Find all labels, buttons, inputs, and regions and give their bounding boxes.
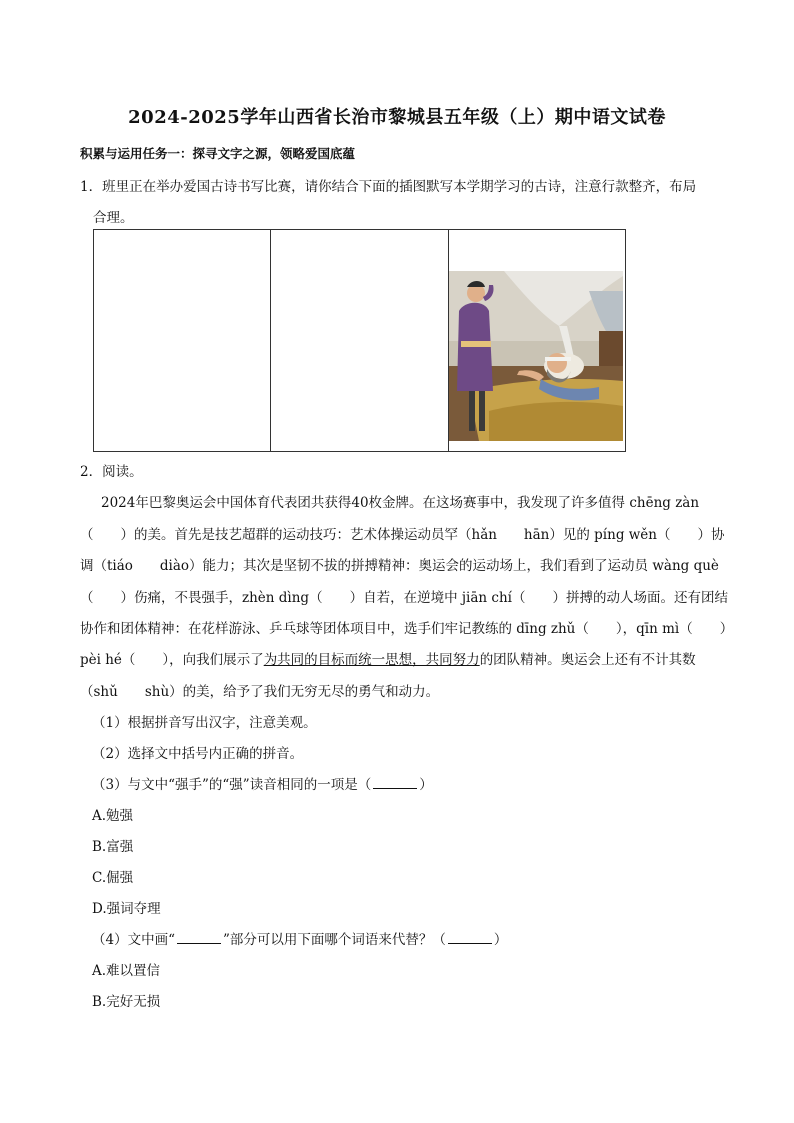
question-1-line-2: 合理。 — [93, 210, 134, 226]
sub-question-3-close: ） — [419, 777, 433, 793]
passage-line-6 — [80, 648, 696, 668]
underlined-phrase: 为共同的目标而统一思想，共同努力 — [263, 652, 480, 668]
passage-line-1: 2024年巴黎奥运会中国体育代表团共获得40枚金牌。在这场赛事中，我发现了许多值得 chēng zàn — [101, 495, 700, 511]
question-2-label: 2．阅读。 — [80, 464, 143, 480]
answer-cell-2[interactable] — [271, 230, 448, 452]
answer-blank-3[interactable] — [373, 787, 417, 789]
option-a: A.勉强 — [92, 808, 134, 824]
sub-question-4-text-start: （4）文中画“ — [92, 932, 175, 948]
option-4-a: A.难以置信 — [92, 963, 161, 979]
sub-question-4-text-mid: ”部分可以用下面哪个词语来代替？（ — [223, 932, 446, 948]
section-heading: 积累与运用任务一：探寻文字之源，领略爱国底蕴 — [80, 146, 356, 161]
option-c: C.倔强 — [92, 870, 134, 886]
poem-illustration — [449, 271, 623, 441]
question-1-line-1: 1．班里正在举办爱国古诗书写比赛，请你结合下面的插图默写本学期学习的古诗，注意行款整齐，布局 — [80, 179, 697, 195]
passage-line-4: （ ）伤痛，不畏强手，zhèn dìng（ ）自若，在逆境中 jiān chí（ ）拼搏的动人场面。还有团结 — [80, 590, 728, 606]
sub-question-3 — [92, 773, 433, 793]
passage-line-6-start: pèi hé（ ），向我们展示了 — [80, 652, 264, 668]
passage-line-7: （shǔ shù）的美，给予了我们无穷无尽的勇气和动力。 — [80, 684, 440, 700]
passage-line-3: 调（tiáo diào）能力；其次是坚韧不拔的拼搏精神：奥运会的运动场上，我们看到了运动员 wàng què — [80, 558, 719, 574]
passage-line-5: 协作和团体精神：在花样游泳、乒乓球等团体项目中，选手们牢记教练的 dīng zhǔ（ ），qīn mì（ ） — [80, 621, 734, 637]
sub-question-4 — [92, 928, 507, 948]
illustration-drawing — [449, 271, 623, 441]
option-d: D.强词夺理 — [92, 901, 161, 917]
sub-question-4-close: ） — [493, 932, 508, 948]
page-title: 2024-2025学年山西省长治市黎城县五年级（上）期中语文试卷 — [128, 107, 666, 128]
passage-line-6-end: 的团队精神。奥运会上还有不计其数 — [479, 652, 696, 668]
answer-cell-1[interactable] — [94, 230, 271, 452]
passage-line-2: （ ）的美。首先是技艺超群的运动技巧：艺术体操运动员罕（hǎn hān）见的 píng wěn（ ）协 — [80, 527, 725, 543]
sub-question-1: （1）根据拼音写出汉字，注意美观。 — [92, 715, 317, 731]
sub-question-3-text: （3）与文中“强手”的“强”读音相同的一项是（ — [92, 777, 372, 793]
answer-blank-4[interactable] — [448, 942, 492, 944]
sub-question-2: （2）选择文中括号内正确的拼音。 — [92, 746, 304, 762]
underline-blank-4 — [177, 942, 221, 944]
option-b: B.富强 — [92, 839, 134, 855]
option-4-b: B.完好无损 — [92, 994, 161, 1010]
